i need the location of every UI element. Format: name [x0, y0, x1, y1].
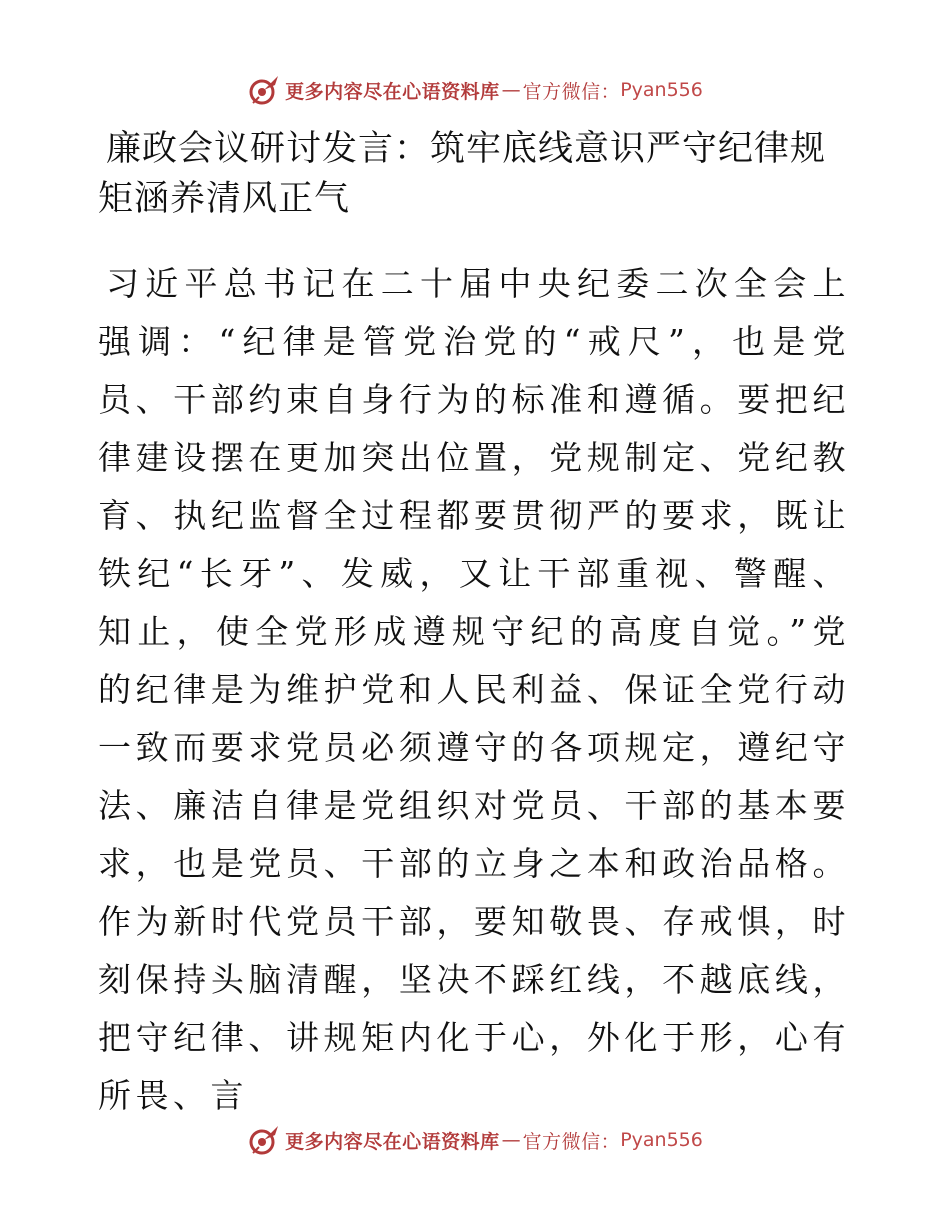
header-watermark — [0, 70, 950, 110]
document-paragraph: 习近平总书记在二十届中央纪委二次全会上强调：“纪律是管党治党的“戒尺”，也是党员、干部约束自身行为的标准和遵循。要把纪律建设摆在更加突出位置，党规制定、党纪教育、执纪监督全过程都要贯彻严的要求，既让铁纪“长牙”、发威，又让干部重视、警醒、知止，使全党形成遵规守纪的高度自觉。”党的纪律是为维护党和人民利益、保证全党行动一致而要求党员必须遵守的各项规定，遵纪守法、廉洁自律是党组织对党员、干部的基本要求，也是党员、干部的立身之本和政治品格。作为新时代党员干部，要知敬畏、存戒惧，时刻保持头脑清醒，坚决不踩红线，不越底线，把守纪律、讲规矩内化于心，外化于形，心有所畏、言 — [98, 264, 850, 1115]
watermark-wechat-id: Pyan556 — [620, 79, 703, 101]
watermark-dash: — — [501, 79, 521, 101]
watermark-site-text: 更多内容尽在心语资料库 — [285, 80, 500, 103]
watermark-wechat-label: 官方微信： — [522, 80, 621, 103]
watermark-wechat-id: Pyan556 — [620, 1129, 703, 1151]
document-title: 廉政会议研讨发言：筑牢底线意识严守纪律规矩涵养清风正气 — [98, 129, 827, 219]
footer-watermark — [0, 1120, 950, 1160]
quill-pen-logo-icon — [247, 73, 281, 107]
watermark-site-text: 更多内容尽在心语资料库 — [285, 1130, 500, 1153]
quill-pen-logo-icon — [247, 1123, 281, 1157]
watermark-wechat-label: 官方微信： — [522, 1130, 621, 1153]
watermark-dash: — — [501, 1129, 521, 1151]
